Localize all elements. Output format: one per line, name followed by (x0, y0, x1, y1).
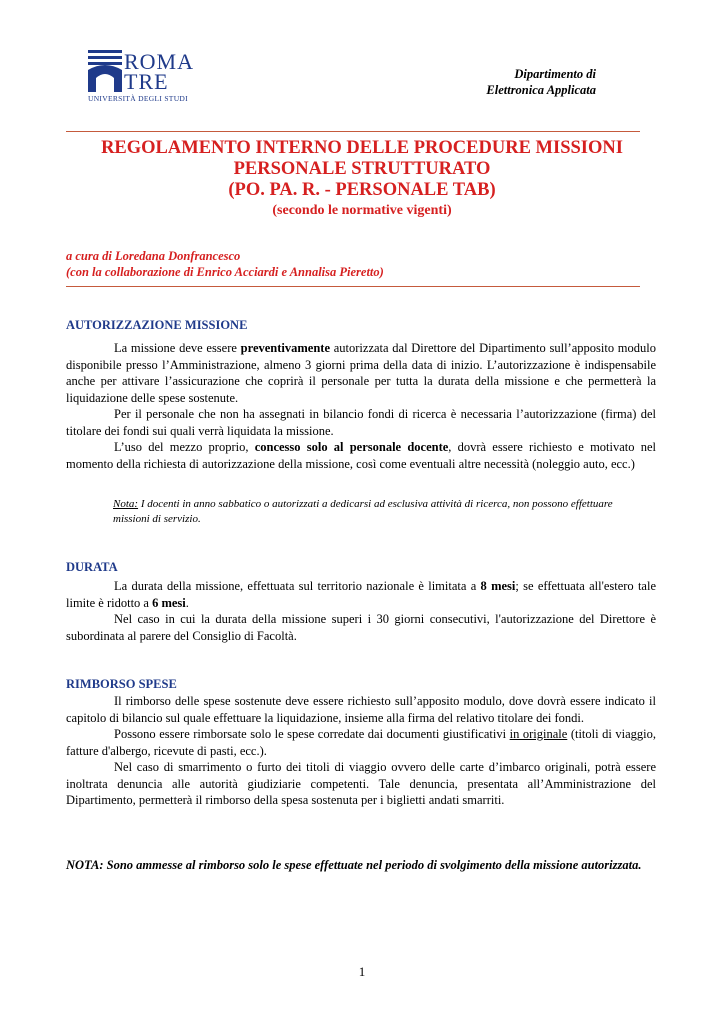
paragraph: La missione deve essere preventivamente autorizzata dal Direttore del Dipartimento sull’apposito modulo disponibile presso l’Amministrazione, almeno 3 giorni prima della data di inizio. L’autorizzazione è indispensabile anche per attivare l’assicurazione che coprirà il personale per tutta la durata della missione e che permetterà la liquidazione delle spese sostenute. (66, 341, 656, 405)
credits-author: a cura di Loredana Donfrancesco (66, 249, 241, 263)
paragraph: L’uso del mezzo proprio, concesso solo al personale docente, dovrà essere richiesto e motivato nel momento della richiesta di autorizzazione della missione, così come eventuali altre necessità (noleggio auto, ecc.) (66, 440, 656, 471)
section-durata (66, 578, 656, 644)
section-autorizzazione (66, 340, 656, 472)
credits-collaborators: (con la collaborazione di Enrico Acciardi e Annalisa Pieretto) (66, 265, 384, 279)
page-number: 1 (358, 964, 366, 979)
department-header (486, 66, 596, 98)
heading-autorizzazione: AUTORIZZAZIONE MISSIONE (66, 318, 248, 332)
heading-durata: DURATA (66, 560, 118, 574)
heading-rimborso: RIMBORSO SPESE (66, 677, 177, 691)
paragraph: Nel caso di smarrimento o furto dei titoli di viaggio ovvero delle carte d’imbarco originali, potrà essere inoltrata denuncia alle autorità giudiziarie competenti. Tale denuncia, presentata all’Amministrazione del Dipartimento, permetterà il rimborso della spesa sostenuta per i biglietti andati smarriti. (66, 760, 656, 807)
credits (66, 248, 384, 280)
arch-icon (88, 48, 122, 92)
final-note: NOTA: Sono ammesse al rimborso solo le spese effettuate nel periodo di svolgimento della missione autorizzata. (66, 858, 642, 872)
logo-university: UNIVERSITÀ DEGLI STUDI (88, 94, 188, 103)
department-line2: Elettronica Applicata (486, 83, 596, 97)
document-title (66, 138, 658, 201)
paragraph: La durata della missione, effettuata sul territorio nazionale è limitata a 8 mesi; se effettuata all'estero tale limite è ridotto a 6 mesi. (66, 579, 657, 610)
title-line2: PERSONALE STRUTTURATO (233, 159, 491, 179)
document-subtitle: (secondo le normative vigenti) (272, 203, 452, 218)
paragraph: Possono essere rimborsate solo le spese corredate dai documenti giustificativi in originale (titoli di viaggio, fatture d'albergo, ricevute di pasti, ecc.). (66, 727, 656, 758)
section-rimborso (66, 693, 656, 809)
logo-word-tre: TRE (124, 69, 169, 94)
logo-word-roma: ROMA (124, 49, 195, 74)
paragraph: Per il personale che non ha assegnati in bilancio fondi di ricerca è necessaria l’autorizzazione (firma) del titolare dei fondi sui quali verrà liquidata la missione. (66, 407, 656, 438)
title-line1: REGOLAMENTO INTERNO DELLE PROCEDURE MISSIONI (101, 138, 623, 158)
paragraph: Nel caso in cui la durata della missione superi i 30 giorni consecutivi, l'autorizzazione del Direttore è subordinata al parere del Consiglio di Facoltà. (66, 612, 656, 643)
roma-tre-logo (88, 48, 200, 108)
paragraph: Il rimborso delle spese sostenute deve essere richiesto sull’apposito modulo, dove dovrà essere indicato il capitolo di bilancio sul quale effettuare la liquidazione, insieme alla firma del relativo titolare dei fondi. (66, 694, 656, 725)
note-sabbatico: Nota: I docenti in anno sabbatico o autorizzati a dedicarsi ad esclusiva attività di ricerca, non possono effettuare missioni di servizio. (113, 498, 613, 525)
title-line3: (PO. PA. R. - PERSONALE TAB) (228, 180, 496, 200)
top-divider (66, 131, 640, 132)
credits-divider (66, 286, 640, 287)
department-line1: Dipartimento di (514, 67, 596, 81)
